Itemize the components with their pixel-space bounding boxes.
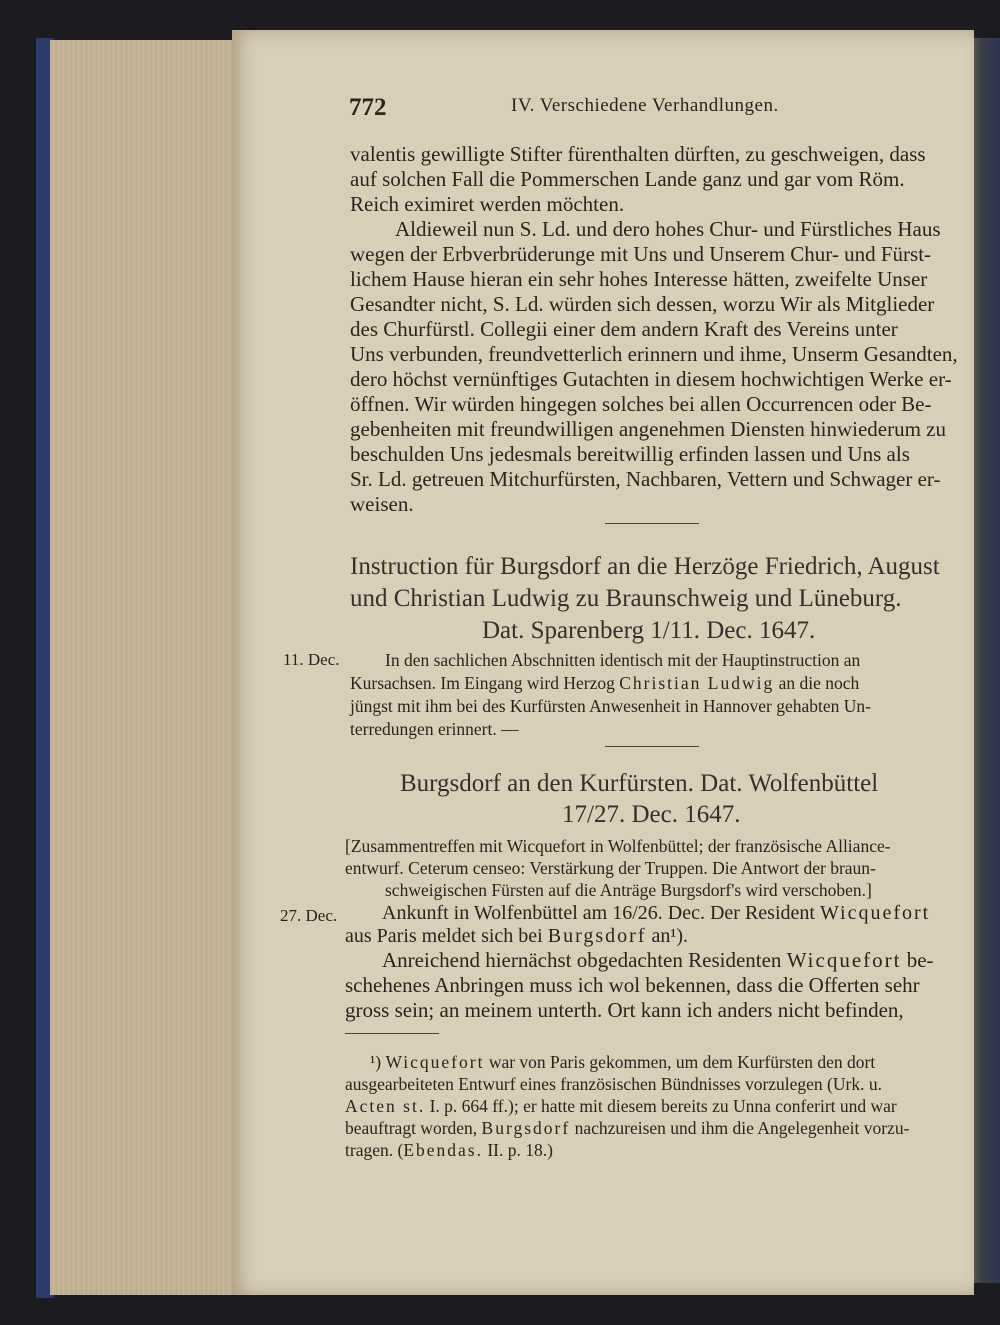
body-text: Ankunft in Wolfenbüttel am 16/26. Dec. Der Resident [382,902,815,924]
person-name: Burgsdorf [481,1118,571,1138]
person-name: Christian Ludwig [619,673,775,693]
section-title: Burgsdorf an den Kurfürsten. Dat. Wolfenbüttel [400,770,879,797]
footnote-text: nachzureisen und ihm die Angelegenheit vorzu- [574,1118,910,1138]
body-line: Sr. Ld. getreuen Mitchurfürsten, Nachbaren, Vettern und Schwager er- [350,467,941,491]
summary-line [350,673,859,694]
body-line: Reich eximiret werden möchten. [350,192,625,216]
summary-text: Kursachsen. Im Eingang wird Herzog [350,673,615,693]
page-number: 772 [349,94,387,121]
body-line: weisen. [350,492,414,516]
body-line: beschulden Uns jedesmals bereitwillig erfinden lassen und Uns als [350,442,910,466]
footnote-text: tragen. ( [345,1140,404,1160]
footnote-text: I. p. 664 ff.); er hatte mit diesem bereits zu Unna conferirt und war [429,1096,897,1116]
person-name: Wicquefort [786,948,902,972]
summary-text: an die noch [778,673,860,693]
margin-date: 11. Dec. [283,650,340,669]
footnote-text: II. p. 18.) [487,1140,553,1160]
body-line [382,902,930,925]
body-line: wegen der Erbverbrüderunge mit Uns und Unserem Chur- und Fürst- [350,242,932,266]
body-line [345,925,688,948]
body-line: Aldieweil nun S. Ld. und dero hohes Chur- und Fürstliches Haus [395,217,941,241]
person-name: Burgsdorf [547,925,647,947]
body-line: auf solchen Fall die Pommerschen Lande ganz und gar vom Röm. [350,167,905,191]
section-divider [605,523,699,524]
margin-date: 27. Dec. [280,906,338,925]
summary-line: terredungen erinnert. — [350,719,519,739]
summary-line: In den sachlichen Abschnitten identisch mit der Hauptinstruction an [385,650,861,670]
body-line: gebenheiten mit freundwilligen angenehmen Diensten hinwiederum zu [350,417,946,441]
body-line [382,948,934,973]
section-divider [605,746,699,747]
body-line: öffnen. Wir würden hingegen solches bei allen Occurrencen oder Be- [350,392,932,416]
summary-line: jüngst mit ihm bei des Kurfürsten Anwesenheit in Hannover gehabten Un- [350,696,872,716]
page-edges [50,40,235,1295]
footnote-text: war von Paris gekommen, um dem Kurfürsten den dort [488,1052,876,1072]
body-line: Gesandter nicht, S. Ld. würden sich dessen, worzu Wir als Mitglieder [350,292,935,316]
footnote-line [345,1118,909,1139]
footnote-line [345,1140,553,1161]
footnote-divider [345,1033,439,1034]
body-line: des Churfürstl. Collegii einer dem andern Kraft des Vereins unter [350,317,898,341]
body-line: valentis gewilligte Stifter fürenthalten dürften, zu geschweigen, dass [350,142,926,166]
footnote-mark: ¹) [370,1052,382,1072]
body-line: dero höchst vernünftiges Gutachten in diesem hochwichtigen Werke er- [350,367,952,391]
summary-line: schweigischen Fürsten auf die Anträge Burgsdorf's wird verschoben.] [385,880,872,900]
citation-name: Ebendas. [403,1140,483,1160]
person-name: Wicquefort [819,902,931,924]
person-name: Wicquefort [385,1052,485,1072]
footnote-line: ausgearbeiteten Entwurf eines französischen Bündnisses vorzulegen (Urk. u. [345,1074,882,1094]
section-title: und Christian Ludwig zu Braunschweig und Lüneburg. [350,585,902,612]
body-text: be- [906,948,934,972]
section-title: 17/27. Dec. 1647. [562,801,741,828]
footnote-line [370,1052,875,1073]
summary-line: [Zusammentreffen mit Wicquefort in Wolfenbüttel; der französische Alliance- [345,836,891,856]
section-title: Dat. Sparenberg 1/11. Dec. 1647. [482,617,816,644]
section-title: Instruction für Burgsdorf an die Herzöge Friedrich, August [350,553,940,580]
footnote-line [345,1096,897,1117]
body-line: schehenes Anbringen muss ich wol bekennen, dass die Offerten sehr [345,973,920,997]
body-line: gross sein; an meinem unterth. Ort kann ich anders nicht befinden, [345,998,904,1022]
body-line: lichem Hause hieran ein sehr hohes Interesse hätten, zweifelte Unser [350,267,928,291]
body-text: an¹). [651,925,689,947]
body-line: Uns verbunden, freundvetterlich erinnern und ihme, Unserm Gesandten, [350,342,958,366]
summary-line: entwurf. Ceterum censeo: Verstärkung der Truppen. Die Antwort der braun- [345,858,876,878]
citation-name: Acten st. [345,1096,426,1116]
body-text: Anreichend hiernächst obgedachten Residenten [382,948,782,972]
running-title: IV. Verschiedene Verhandlungen. [511,95,779,116]
book-page [232,30,974,1295]
footnote-text: beauftragt worden, [345,1118,478,1138]
body-text: aus Paris meldet sich bei [345,925,543,947]
